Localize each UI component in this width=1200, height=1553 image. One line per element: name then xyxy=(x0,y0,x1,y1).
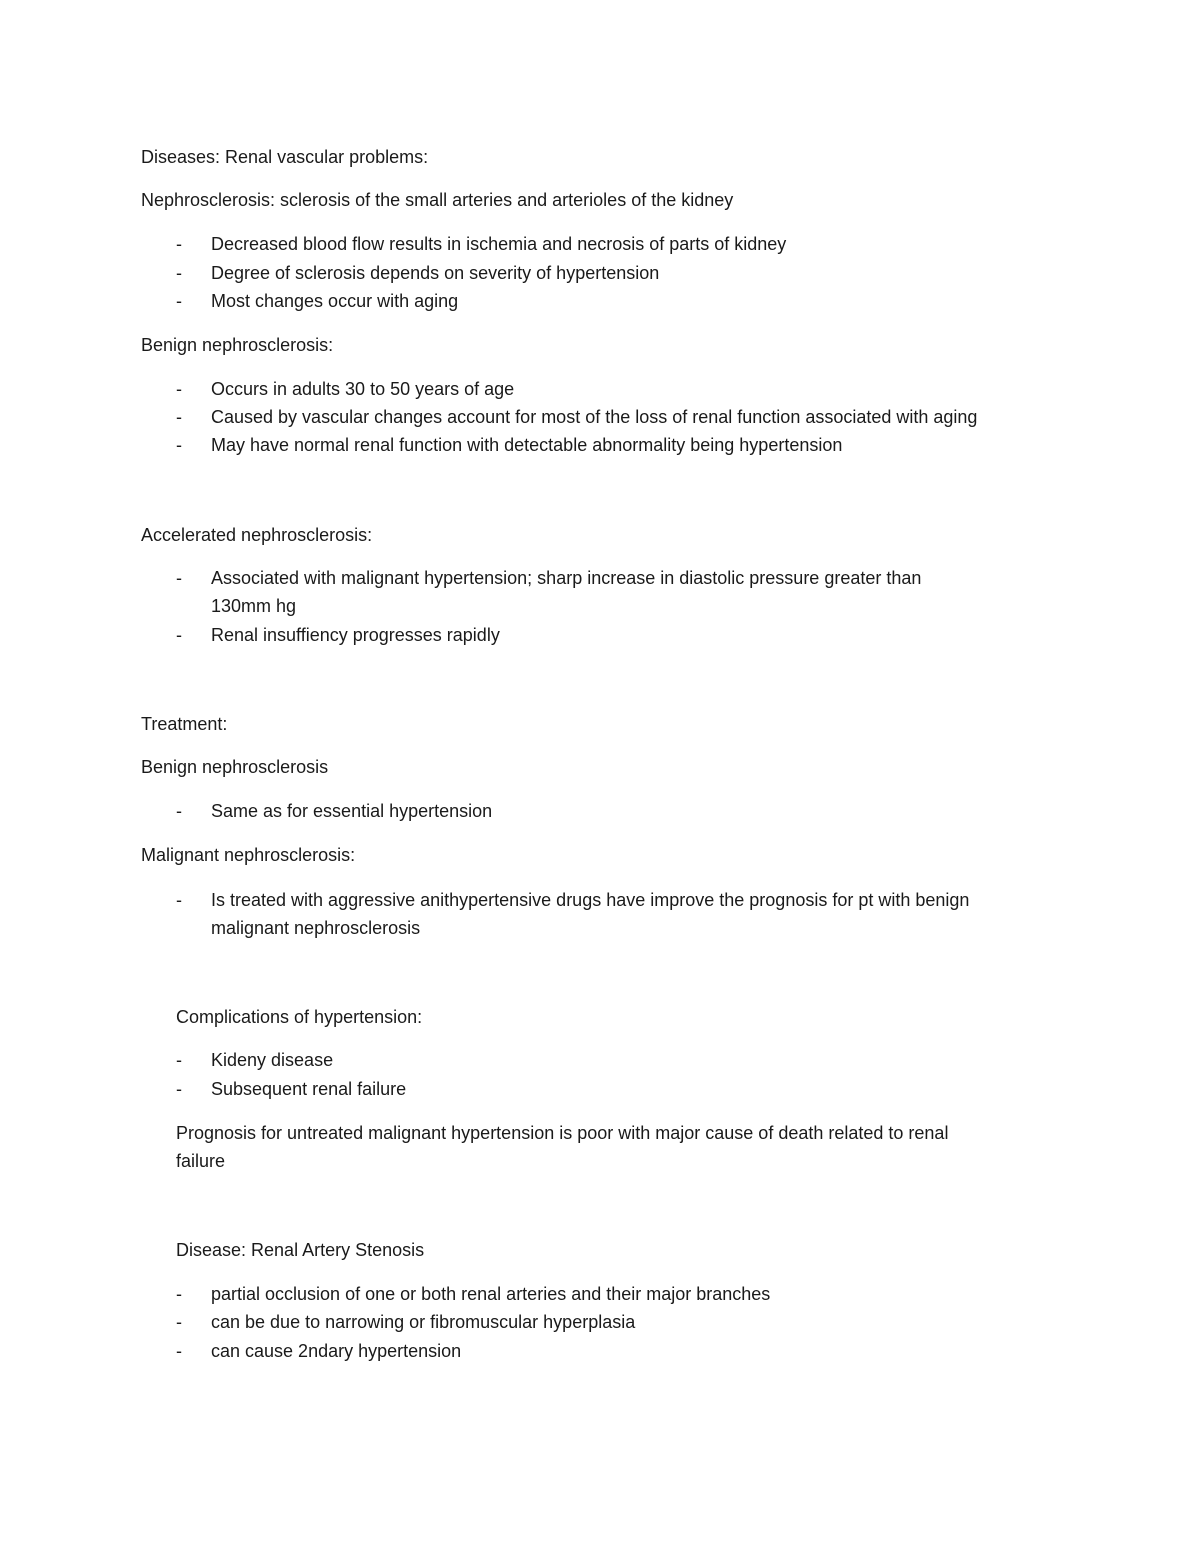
list-item-continuation: malignant nephrosclerosis xyxy=(211,918,421,938)
section-title-treatment: Treatment: xyxy=(141,714,228,734)
list-item: Occurs in adults 30 to 50 years of age xyxy=(211,379,515,399)
bullet-dash: - xyxy=(176,435,182,455)
list-item: Decreased blood flow results in ischemia and necrosis of parts of kidney xyxy=(211,234,787,254)
bullet-dash: - xyxy=(176,1341,182,1361)
list-item: Subsequent renal failure xyxy=(211,1079,407,1099)
list-item: can cause 2ndary hypertension xyxy=(211,1341,462,1361)
list-item-continuation: 130mm hg xyxy=(211,596,297,616)
bullet-dash: - xyxy=(176,568,182,588)
bullet-dash: - xyxy=(176,379,182,399)
list-item: Kideny disease xyxy=(211,1050,334,1070)
list-item: Caused by vascular changes account for most of the loss of renal function associated with aging xyxy=(211,407,978,427)
bullet-dash: - xyxy=(176,1312,182,1332)
bullet-dash: - xyxy=(176,407,182,427)
section-title-benign: Benign nephrosclerosis: xyxy=(141,335,334,355)
section-title-stenosis: Disease: Renal Artery Stenosis xyxy=(176,1240,425,1260)
bullet-dash: - xyxy=(176,1050,182,1070)
bullet-dash: - xyxy=(176,890,182,910)
bullet-dash: - xyxy=(176,625,182,645)
bullet-dash: - xyxy=(176,291,182,311)
list-item: Is treated with aggressive anithypertensive drugs have improve the prognosis for pt with benign xyxy=(211,890,970,910)
bullet-dash: - xyxy=(176,1079,182,1099)
list-item: Renal insuffiency progresses rapidly xyxy=(211,625,500,645)
bullet-dash: - xyxy=(176,234,182,254)
list-item: can be due to narrowing or fibromuscular hyperplasia xyxy=(211,1312,636,1332)
list-item: partial occlusion of one or both renal arteries and their major branches xyxy=(211,1284,771,1304)
list-item: Same as for essential hypertension xyxy=(211,801,493,821)
bullet-dash: - xyxy=(176,263,182,283)
list-item: Associated with malignant hypertension; sharp increase in diastolic pressure greater than xyxy=(211,568,922,588)
section-title-complications: Complications of hypertension: xyxy=(176,1007,423,1027)
prognosis-paragraph: Prognosis for untreated malignant hypertension is poor with major cause of death related to renal xyxy=(176,1123,949,1143)
subsection-title-malignant: Malignant nephrosclerosis: xyxy=(141,845,356,865)
bullet-dash: - xyxy=(176,801,182,821)
page-heading: Diseases: Renal vascular problems: xyxy=(141,147,429,167)
list-item: Degree of sclerosis depends on severity of hypertension xyxy=(211,263,660,283)
prognosis-paragraph-continuation: failure xyxy=(176,1151,226,1171)
list-item: May have normal renal function with detectable abnormality being hypertension xyxy=(211,435,843,455)
nephrosclerosis-definition: Nephrosclerosis: sclerosis of the small arteries and arterioles of the kidney xyxy=(141,190,734,210)
subsection-title-benign: Benign nephrosclerosis xyxy=(141,757,329,777)
list-item: Most changes occur with aging xyxy=(211,291,459,311)
section-title-accelerated: Accelerated nephrosclerosis: xyxy=(141,525,373,545)
bullet-dash: - xyxy=(176,1284,182,1304)
